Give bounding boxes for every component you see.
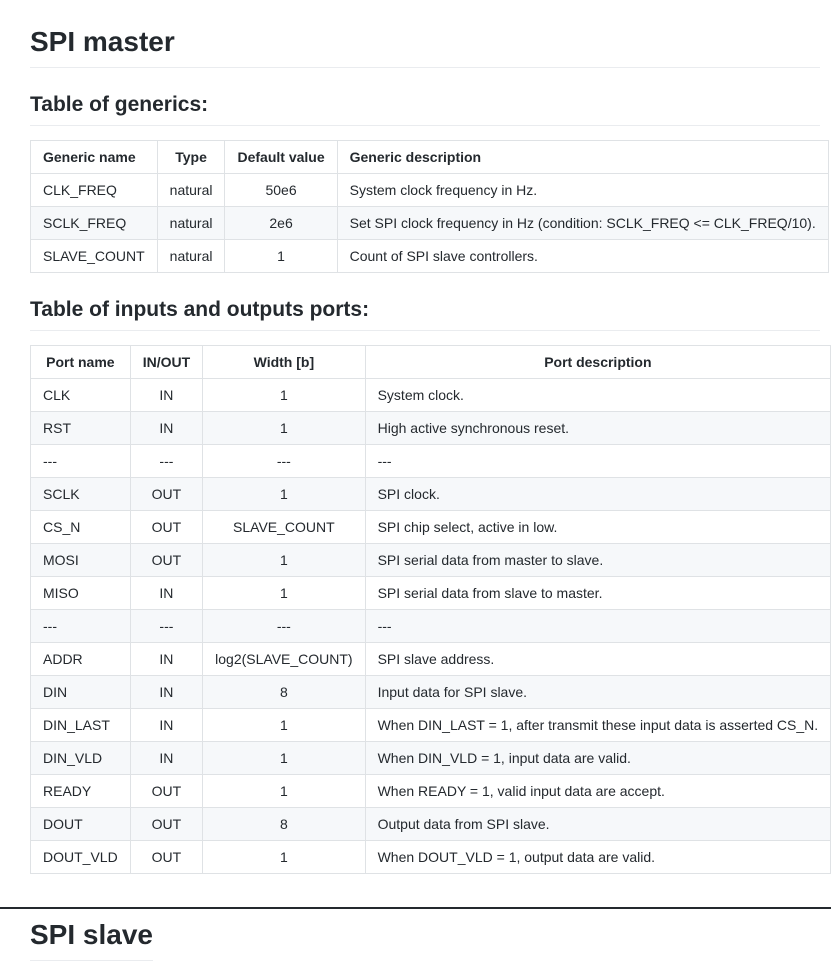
port-cell: CS_N [31, 511, 131, 544]
generics-heading: Table of generics: [30, 91, 820, 126]
generic-cell: natural [157, 174, 225, 207]
port-cell: SPI serial data from slave to master. [365, 577, 831, 610]
header-generic-name: Generic name [31, 141, 158, 174]
generic-row [31, 174, 829, 207]
port-cell: --- [130, 610, 202, 643]
port-row [31, 577, 831, 610]
generic-cell: Set SPI clock frequency in Hz (condition: SCLK_FREQ <= CLK_FREQ/10). [337, 207, 828, 240]
port-cell: 1 [203, 412, 365, 445]
generic-cell: 50e6 [225, 174, 337, 207]
generics-header-row [31, 141, 829, 174]
port-cell: 8 [203, 808, 365, 841]
port-cell: DOUT_VLD [31, 841, 131, 874]
port-cell: SPI slave address. [365, 643, 831, 676]
port-row [31, 412, 831, 445]
port-cell: OUT [130, 511, 202, 544]
port-cell: IN [130, 643, 202, 676]
port-row [31, 643, 831, 676]
generic-row [31, 207, 829, 240]
ports-header-row [31, 346, 831, 379]
port-row [31, 808, 831, 841]
port-cell: When DIN_LAST = 1, after transmit these input data is asserted CS_N. [365, 709, 831, 742]
header-port-name: Port name [31, 346, 131, 379]
header-in-out: IN/OUT [130, 346, 202, 379]
generic-cell: 2e6 [225, 207, 337, 240]
port-cell: OUT [130, 841, 202, 874]
header-port-description: Port description [365, 346, 831, 379]
generic-cell: SCLK_FREQ [31, 207, 158, 240]
port-cell: 1 [203, 544, 365, 577]
generic-cell: natural [157, 240, 225, 273]
port-row [31, 445, 831, 478]
generic-cell: natural [157, 207, 225, 240]
port-cell: IN [130, 742, 202, 775]
port-cell: 1 [203, 742, 365, 775]
port-cell: DIN_VLD [31, 742, 131, 775]
port-cell: 1 [203, 379, 365, 412]
header-width: Width [b] [203, 346, 365, 379]
port-cell: 1 [203, 478, 365, 511]
generic-cell: 1 [225, 240, 337, 273]
port-row [31, 775, 831, 808]
port-row [31, 478, 831, 511]
port-cell: --- [203, 445, 365, 478]
page-title: SPI master [30, 0, 820, 68]
port-cell: READY [31, 775, 131, 808]
generic-row [31, 240, 829, 273]
ports-table [30, 345, 831, 874]
bottom-edge [0, 907, 831, 909]
header-type: Type [157, 141, 225, 174]
port-cell: DOUT [31, 808, 131, 841]
port-cell: When DIN_VLD = 1, input data are valid. [365, 742, 831, 775]
port-cell: MOSI [31, 544, 131, 577]
port-cell: MISO [31, 577, 131, 610]
port-cell: 1 [203, 577, 365, 610]
port-cell: OUT [130, 544, 202, 577]
port-row [31, 511, 831, 544]
header-default-value: Default value [225, 141, 337, 174]
port-cell: --- [203, 610, 365, 643]
port-cell: IN [130, 577, 202, 610]
port-row [31, 610, 831, 643]
port-cell: 1 [203, 709, 365, 742]
port-cell: DIN [31, 676, 131, 709]
port-row [31, 709, 831, 742]
port-cell: SCLK [31, 478, 131, 511]
port-cell: IN [130, 379, 202, 412]
port-cell: --- [365, 445, 831, 478]
markdown-page [30, 0, 820, 874]
port-cell: IN [130, 412, 202, 445]
generic-cell: SLAVE_COUNT [31, 240, 158, 273]
ports-body [31, 379, 831, 874]
port-cell: --- [31, 610, 131, 643]
port-cell: 8 [203, 676, 365, 709]
port-row [31, 379, 831, 412]
port-cell: 1 [203, 841, 365, 874]
port-cell: When DOUT_VLD = 1, output data are valid. [365, 841, 831, 874]
generics-body [31, 174, 829, 273]
port-cell: SLAVE_COUNT [203, 511, 365, 544]
port-cell: IN [130, 676, 202, 709]
port-row [31, 676, 831, 709]
ports-heading: Table of inputs and outputs ports: [30, 296, 820, 331]
port-cell: When READY = 1, valid input data are accept. [365, 775, 831, 808]
port-cell: 1 [203, 775, 365, 808]
port-row [31, 841, 831, 874]
port-cell: OUT [130, 808, 202, 841]
port-cell: OUT [130, 775, 202, 808]
generic-cell: Count of SPI slave controllers. [337, 240, 828, 273]
port-cell: --- [31, 445, 131, 478]
port-row [31, 742, 831, 775]
port-cell: DIN_LAST [31, 709, 131, 742]
port-row [31, 544, 831, 577]
port-cell: System clock. [365, 379, 831, 412]
port-cell: --- [365, 610, 831, 643]
port-cell: Input data for SPI slave. [365, 676, 831, 709]
port-cell: SPI serial data from master to slave. [365, 544, 831, 577]
port-cell: --- [130, 445, 202, 478]
port-cell: High active synchronous reset. [365, 412, 831, 445]
port-cell: SPI chip select, active in low. [365, 511, 831, 544]
port-cell: RST [31, 412, 131, 445]
generic-cell: System clock frequency in Hz. [337, 174, 828, 207]
port-cell: ADDR [31, 643, 131, 676]
port-cell: OUT [130, 478, 202, 511]
port-cell: log2(SLAVE_COUNT) [203, 643, 365, 676]
header-generic-description: Generic description [337, 141, 828, 174]
port-cell: Output data from SPI slave. [365, 808, 831, 841]
generics-table [30, 140, 829, 273]
port-cell: IN [130, 709, 202, 742]
generic-cell: CLK_FREQ [31, 174, 158, 207]
port-cell: CLK [31, 379, 131, 412]
next-section-heading: SPI slave [30, 893, 153, 961]
port-cell: SPI clock. [365, 478, 831, 511]
